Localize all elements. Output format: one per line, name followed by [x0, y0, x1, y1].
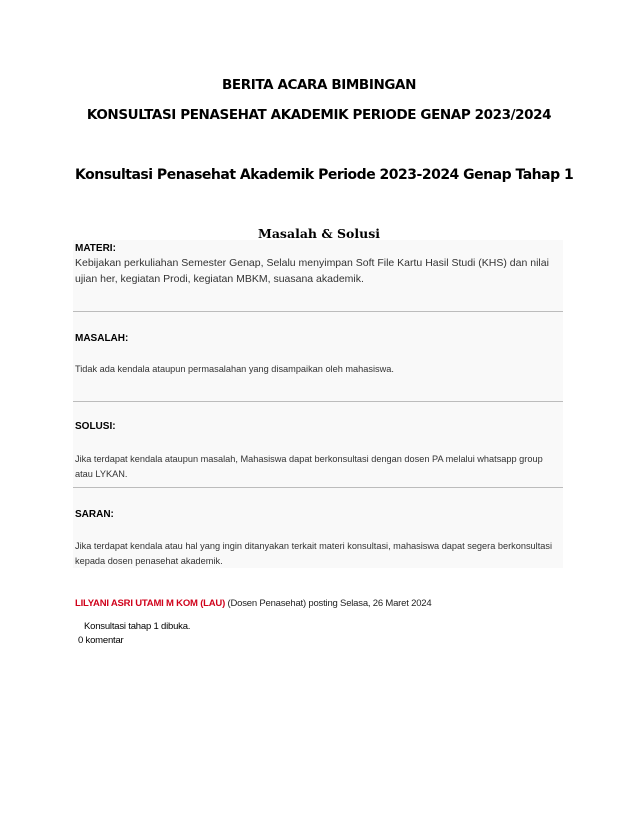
post-title: Konsultasi Penasehat Akademik Periode 2023-2024 Genap Tahap 1 — [75, 167, 574, 183]
masalah-label: MASALAH: — [75, 333, 129, 344]
divider — [73, 311, 563, 312]
saran-text: Jika terdapat kendala atau hal yang ingin ditanyakan terkait materi konsultasi, mahasiswa dapat segera berkonsultasi kepada dosen penasehat akademik. — [75, 541, 553, 566]
document-title: BERITA ACARA BIMBINGAN — [222, 77, 416, 93]
materi-label: MATERI: — [75, 243, 116, 254]
materi-text: Kebijakan perkuliahan Semester Genap, Selalu menyimpan Soft File Kartu Hasil Studi (KHS) dan nilai ujian her, kegiatan Prodi, kegiatan MBKM, suasana akademik. — [75, 257, 549, 285]
divider — [73, 487, 563, 488]
author-name[interactable]: LILYANI ASRI UTAMI M KOM (LAU) — [75, 598, 226, 609]
saran-label: SARAN: — [75, 509, 114, 520]
section-heading: Masalah & Solusi — [258, 226, 380, 241]
document-subtitle: KONSULTASI PENASEHAT AKADEMIK PERIODE GENAP 2023/2024 — [86, 107, 552, 123]
masalah-text: Tidak ada kendala ataupun permasalahan yang disampaikan oleh mahasiswa. — [75, 364, 394, 374]
solusi-label: SOLUSI: — [75, 421, 116, 432]
comments-link[interactable]: 0 komentar — [78, 635, 124, 646]
solusi-text: Jika terdapat kendala ataupun masalah, Mahasiswa dapat berkonsultasi dengan dosen PA melalui whatsapp group atau LYKAN. — [75, 454, 543, 479]
posted-text: (Dosen Penasehat) posting Selasa, 26 Maret 2024 — [225, 598, 432, 609]
post-byline — [75, 598, 431, 609]
divider — [73, 401, 563, 402]
post-body: Konsultasi tahap 1 dibuka. — [84, 621, 191, 632]
consultation-panel — [73, 240, 563, 568]
